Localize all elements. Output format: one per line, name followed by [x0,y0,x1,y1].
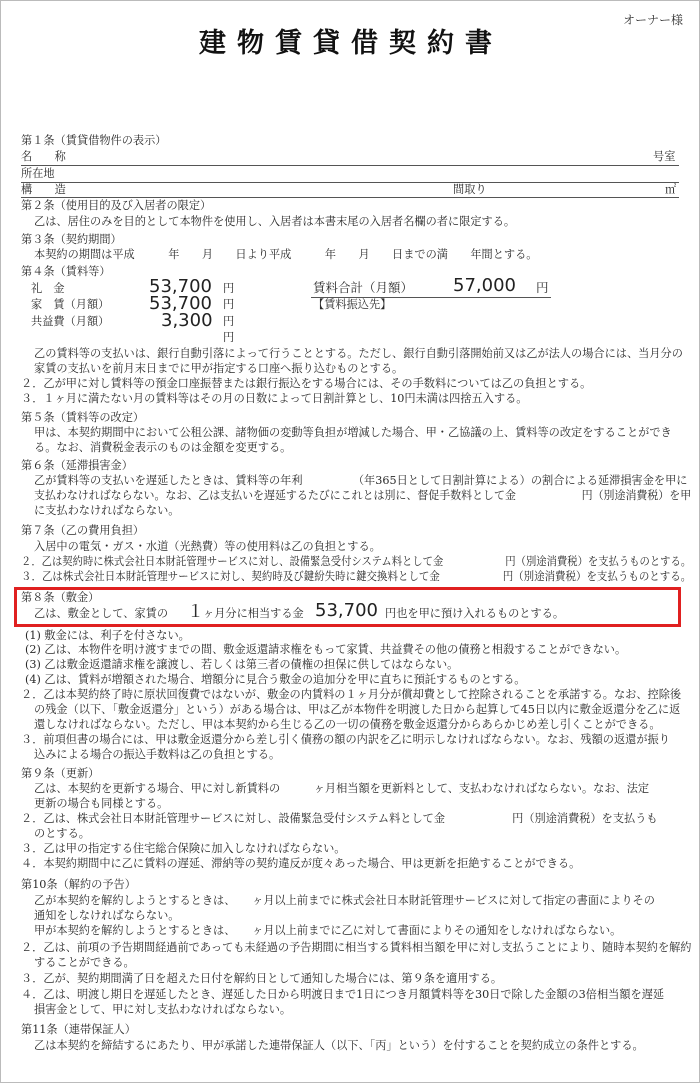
address-label: 所在地 [21,167,55,180]
document-title: 建物賃貸借契約書 [199,28,503,59]
article-9-b: 更新の場合も同様とする。 [34,797,169,810]
article-7-heading: 第７条（乙の費用負担） [21,524,145,537]
article-8-p2b: の残金（以下、「敷金返還分」という）がある場合は、甲は乙が本物件を明渡した日から起算して45日以内に敷金返還分を乙に返 [34,703,681,716]
article-3-heading: 第３条（契約期間） [21,233,122,246]
article-8-p2a: ２．乙は本契約終了時に原状回復費ではないが、敷金の内賃料の１ヶ月分が償却費として控除されることを承諾する。なお、控除後 [21,688,682,701]
article-7-b: ２．乙は契約時に株式会社日本財託管理サービスに対し、設備緊急受付システム料として金 円（別途消費税）を支払うものとする。 [21,555,692,568]
article-4-p1b: 家賃の支払いを前月末日までに甲が指定する口座へ振り込むものとする。 [34,362,404,375]
article-10-b: 通知をしなければならない。 [34,909,180,922]
deposit-months-value: １ [187,602,204,622]
article-9-d: のとする。 [34,827,90,840]
article-9-c: ２．乙は、株式会社日本財託管理サービスに対し、設備緊急受付システム料として金 円（別途消費税）を支払うも [21,812,658,825]
article-4-p2: ２．乙が甲に対し賃料等の預金口座振替または銀行振込をする場合には、その手数料については乙の負担とする。 [21,377,592,390]
deposit-clause-mid: ヶ月分に相当する金 [203,607,304,620]
article-10-f: ３．乙が、契約期間満了日を超えた日付を解約日として通知した場合には、第９条を適用する。 [21,972,503,985]
article-9-a: 乙は、本契約を更新する場合、甲に対し新賃料の ヶ月相当額を更新料として、支払わなければならない。なお、法定 [34,782,650,795]
total-rent-label: 賃料合計（月額） [313,280,414,295]
structure-label: 構 造 [21,183,66,196]
address-underline [21,182,679,183]
deposit-amount-value: 53,700 [315,600,378,621]
article-8-heading: 第８条（敷金） [21,591,100,604]
deposit-yen: 円 [223,282,235,295]
article-6-c: に支払わなければならない。 [34,504,180,517]
article-2-body: 乙は、居住のみを目的として本物件を使用し、入居者は本書末尾の入居者名欄の者に限定する。 [34,215,516,228]
article-11-a: 乙は本契約を締結するにあたり、甲が承諾した連帯保証人（以下、「丙」という）を付することを契約成立の条件とする。 [34,1039,644,1052]
article-8-p3b: 込みによる場合の振込手数料は乙の負担とする。 [34,748,281,761]
article-7-a: 入居中の電気・ガス・水道（光熱費）等の使用料は乙の負担とする。 [34,540,381,553]
common-fee-label: 共益費（月額） [31,315,110,328]
article-10-a: 乙が本契約を解約しようとするときは、 ヶ月以上前までに株式会社日本財託管理サービスに対して指定の書面によりその [34,894,655,907]
area-unit: ㎡ [665,183,677,196]
article-10-heading: 第10条（解約の予告） [21,878,136,891]
article-8-p3a: ３．前項但書の場合には、甲は敷金返還分から差し引く債務の額の内訳を乙に明示しなければならない。なお、残額の返還が振り [21,733,670,746]
article-5-b: る。なお、消費税金表示のものは金額を変更する。 [34,441,292,454]
article-8-l4: (4) 乙は、賃料が増額された場合、増額分に見合う敷金の追加分を甲に直ちに預託するものとする。 [25,673,526,686]
article-8-l2: (2) 乙は、本物件を明け渡すまでの間、敷金返還請求権をもって家賃、共益費その他の債務と相殺することができない。 [25,643,627,656]
article-6-b: 支払わなければならない。なお、乙は支払いを遅延するたびにこれとは別に、督促手数料として金 円（別途消費税）を甲 [34,489,692,502]
deposit-clause-suffix: 円也を甲に預け入れるものとする。 [385,607,565,620]
article-9-f: ４．本契約期間中に乙に賃料の遅延、滞納等の契約違反が度々あった場合、甲は更新を拒絶することができる。 [21,857,581,870]
common-fee-yen: 円 [223,315,235,328]
article-2-heading: 第２条（使用目的及び入居者の限定） [21,199,212,212]
article-11-heading: 第11条（連帯保証人） [21,1023,136,1036]
name-underline [21,165,679,166]
article-4-heading: 第４条（賃料等） [21,265,111,278]
total-rent-yen: 円 [536,280,549,295]
article-6-heading: 第６条（延滞損害金） [21,459,133,472]
owner-label: オーナー様 [623,13,684,27]
article-8-p2c: 還しなければならない。ただし、甲は本契約から生じる乙の一切の債務を敷金返還分からあらかじめ差し引くことができる。 [34,718,661,731]
common-fee-value: 3,300 [161,310,213,331]
article-10-h: 損害金として、甲に対し支払わなければならない。 [34,1003,292,1016]
deposit-clause-prefix: 乙は、敷金として、家賃の [34,607,169,620]
deposit-value: 53,700 [149,276,212,297]
layout-label: 間取り [453,183,487,196]
article-1-heading: 第１条（賃貸借物件の表示） [21,134,167,147]
rent-yen: 円 [223,298,235,311]
structure-underline [21,197,679,198]
transfer-account-label: 【賃料振込先】 [313,298,392,311]
article-10-c: 甲が本契約を解約しようとするときは、 ヶ月以上前までに乙に対して書面によりその通知をしなければならない。 [34,924,622,937]
total-extra-yen: 円 [223,331,235,344]
article-4-p3: ３．１ヶ月に満たない月の賃料等はその月の日数によって日割計算とし、10円未満は四捨五入する。 [21,392,528,405]
article-6-a: 乙が賃料等の支払いを遅延したときは、賃料等の年利 （年365日として日割計算による）の割合による延滞損害金を甲に [34,474,688,487]
article-9-e: ３．乙は甲の指定する住宅総合保険に加入しなければならない。 [21,842,346,855]
article-10-g: ４．乙は、明渡し期日を遅延したとき、遅延した日から明渡日まで1日につき月額賃料等を30日で除した金額の3倍相当額を遅延 [21,988,665,1001]
room-unit-label: 号室 [653,150,676,163]
article-9-heading: 第９条（更新） [21,767,100,780]
total-rent-value: 57,000 [453,275,516,296]
article-5-heading: 第５条（賃料等の改定） [21,411,145,424]
property-name-label: 名 称 [21,150,66,163]
deposit-label: 礼 金 [31,282,65,295]
article-7-c: ３．乙は株式会社日本財託管理サービスに対し、契約時及び鍵紛失時に鍵交換料として金 円（別途消費税）を支払うものとする。 [21,570,692,583]
article-10-d: ２．乙は、前項の予告期間経過前であっても未経過の予告期間に相当する賃料相当額を甲に対し支払うことにより、随時本契約を解約 [21,941,692,954]
article-4-p1a: 乙の賃料等の支払いは、銀行自動引落によって行うこととする。ただし、銀行自動引落開始前又は乙が法人の場合には、当月分の [34,347,683,360]
rent-value: 53,700 [149,293,212,314]
article-3-body: 本契約の期間は平成 年 月 日より平成 年 月 日までの満 年間とする。 [34,248,538,261]
article-10-e: することができる。 [34,956,135,969]
article-8-l3: (3) 乙は敷金返還請求権を譲渡し、若しくは第三者の債権の担保に供してはならない。 [25,658,459,671]
rent-label: 家 賃（月額） [31,298,110,311]
article-8-l1: (1) 敷金には、利子を付さない。 [25,629,190,642]
article-5-a: 甲は、本契約期間中において公租公課、諸物価の変動等負担が増減した場合、甲・乙協議の上、賃料等の改定をすることができ [34,426,672,439]
